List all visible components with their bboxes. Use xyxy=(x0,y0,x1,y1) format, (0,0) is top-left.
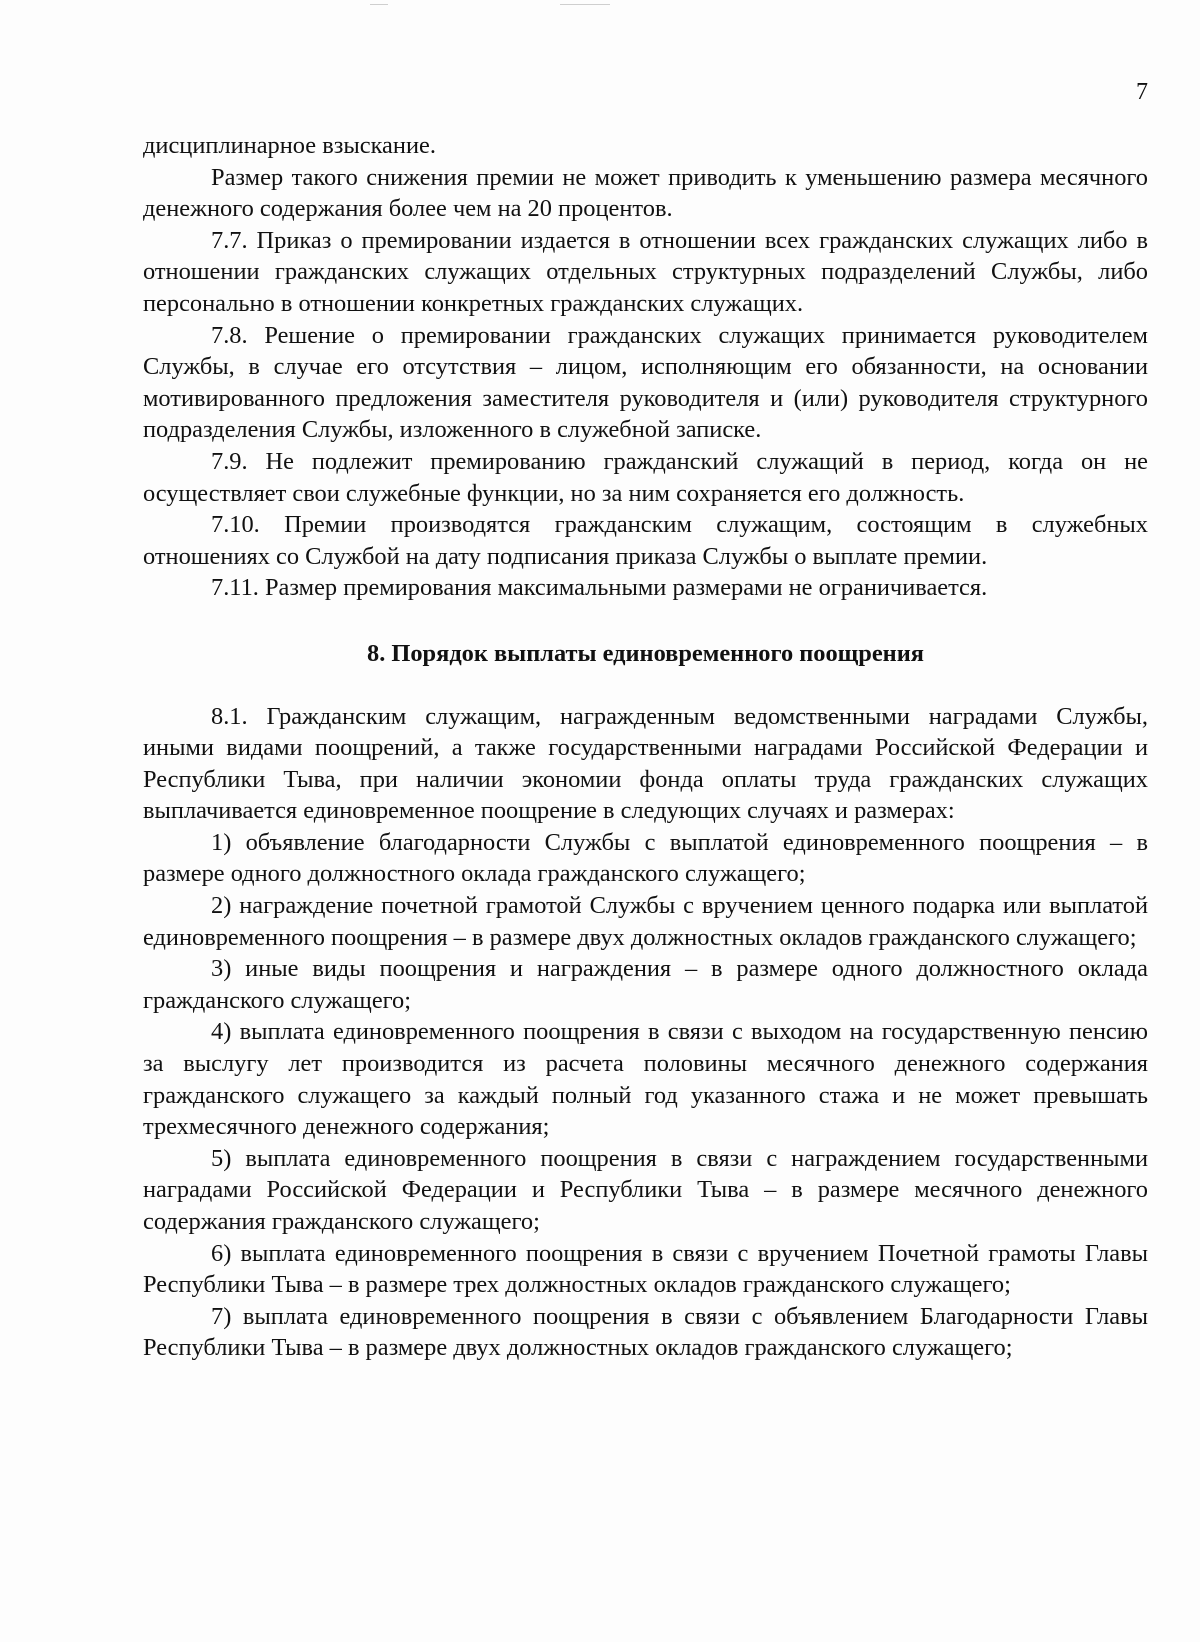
list-item: 2) награждение почетной грамотой Службы с вручением ценного подарка или выплатой единовременного поощрения – в размере двух должностных окладов гражданского служащего; xyxy=(143,892,1148,951)
paragraph-premium-reduction: Размер такого снижения премии не может приводить к уменьшению размера месячного денежного содержания более чем на 20 процентов. xyxy=(143,163,1148,223)
paragraph-7-9: 7.9. Не подлежит премированию гражданский служащий в период, когда он не осуществляет свои служебные функции, но за ним сохраняется его должность. xyxy=(143,447,1148,507)
list-item: 4) выплата единовременного поощрения в связи с выходом на государственную пенсию за выслугу лет производится из расчета половины месячного денежного содержания гражданского служащего за каждый полный год указанного стажа и не может превышать трехмесячного денежного содержания; xyxy=(143,1018,1148,1141)
paragraph-7-11: 7.11. Размер премирования максимальными размерами не ограничивается. xyxy=(211,574,988,602)
paragraph-7-10: 7.10. Премии производятся гражданским служащим, состоящим в служебных отношениях со Службой на дату подписания приказа Службы о выплате премии. xyxy=(143,511,1148,570)
list-item: 1) объявление благодарности Службы с выплатой единовременного поощрения – в размере одного должностного оклада гражданского служащего; xyxy=(143,828,1148,888)
paragraph-8-1: 8.1. Гражданским служащим, награжденным ведомственными наградами Службы, иными видами поощрений, а также государственными наградами Российской Федерации и Республики Тыва, при наличии экономии фонда оплаты труда гражданских служащих выплачивается единовременное поощрение в следующих случаях и размерах: xyxy=(143,702,1148,825)
list-item: 7) выплата единовременного поощрения в связи с объявлением Благодарности Главы Республики Тыва – в размере двух должностных окладов гражданского служащего; xyxy=(143,1302,1148,1362)
paragraph-continuation: дисциплинарное взыскание. xyxy=(143,132,436,159)
list-item: 6) выплата единовременного поощрения в связи с вручением Почетной грамоты Главы Республики Тыва – в размере трех должностных окладов гражданского служащего; xyxy=(143,1239,1148,1299)
paragraph-7-7: 7.7. Приказ о премировании издается в отношении всех гражданских служащих либо в отношении гражданских служащих отдельных структурных подразделений Службы, либо персонально в отношении конкретных гражданских служащих. xyxy=(143,226,1148,317)
scan-artifact xyxy=(560,4,610,5)
list-item: 3) иные виды поощрения и награждения – в размере одного должностного оклада гражданского служащего; xyxy=(143,955,1148,1014)
page-number: 7 xyxy=(1136,79,1148,105)
paragraph-7-8: 7.8. Решение о премировании гражданских служащих принимается руководителем Службы, в случае его отсутствия – лицом, исполняющим его обязанности, на основании мотивированного предложения заместителя руководителя и (или) руководителя структурного подразделения Службы, изложенного в служебной записке. xyxy=(143,321,1148,444)
list-item: 5) выплата единовременного поощрения в связи с награждением государственными наградами Российской Федерации и Республики Тыва – в размере месячного денежного содержания гражданского служащего; xyxy=(143,1144,1148,1235)
document-body xyxy=(143,130,1148,1364)
scan-artifact xyxy=(370,4,388,5)
section-heading: 8. Порядок выплаты единовременного поощрения xyxy=(367,639,924,667)
